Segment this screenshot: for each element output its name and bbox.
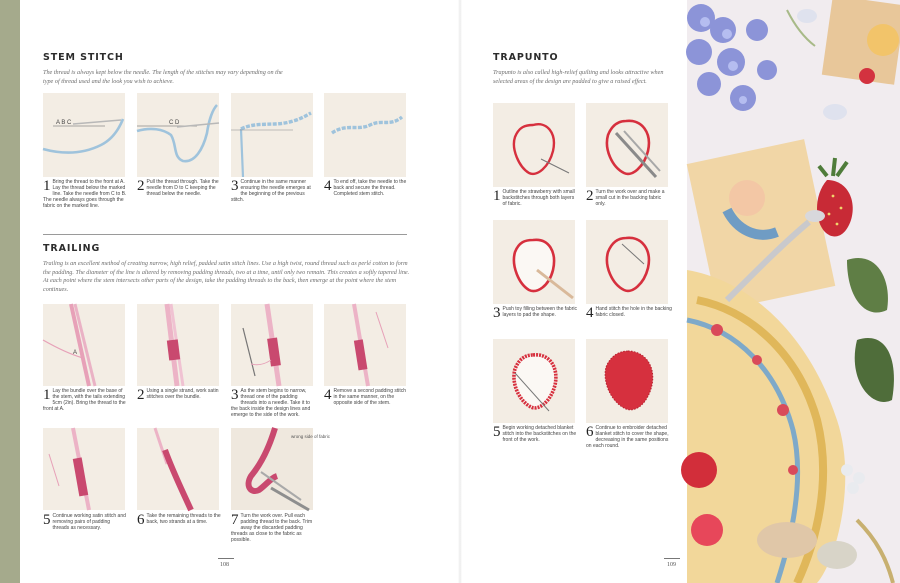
trapunto-step-5: [493, 425, 577, 443]
step-text: Lay the bundle over the base of the stem, with the tails extending 5cm (2in). Bring the thread to the front at A.: [43, 388, 126, 413]
section-divider: [43, 234, 407, 235]
step-text: To end off, take the needle to the back and secure the thread. Completed stem stitch.: [333, 179, 407, 198]
stem-step-1-photo-labels: A B C: [56, 120, 72, 126]
trapunto-step-3-photo: [493, 220, 575, 304]
page-number-left: 108: [220, 562, 229, 568]
step-number: 3: [231, 178, 239, 194]
step-text: Continue working satin stitch and removing pairs of padding threads as necessary.: [52, 513, 126, 532]
step-text: Bring the thread to the front at A. Lay the thread below the marked line. Take the needle from C to B. The needle always goes through the fabric on the marked line.: [43, 179, 127, 210]
trailing-step-7-photo: [231, 428, 331, 510]
step-number: 6: [137, 512, 145, 528]
trapunto-intro: Trapunto is also called high-relief quilting and looks attractive when selected areas of the design are padded to give a raised effect.: [493, 69, 664, 85]
gutter-shadow: [458, 0, 462, 583]
stem-step-4-photo: [324, 93, 406, 177]
trailing-step-6-photo: [137, 428, 219, 510]
trapunto-step-2: [586, 189, 672, 207]
step-number: 1: [43, 178, 51, 194]
trapunto-step-3: [493, 306, 577, 319]
trailing-step-5: [43, 513, 127, 531]
stem-step-1-photo: [43, 93, 125, 177]
step-number: 6: [586, 424, 594, 440]
folio-rule-left: [218, 558, 234, 559]
spine-band: [0, 0, 20, 583]
trapunto-step-6: [586, 425, 672, 449]
trailing-step-1-photo: [43, 304, 125, 386]
trapunto-step-4-photo: [586, 220, 668, 304]
step-number: 1: [43, 387, 51, 403]
stem-step-2-photo: [137, 93, 219, 177]
page-number-right: 109: [667, 562, 676, 568]
step-text: Continue in the same manner ensuring the needle emerges at the beginning of the previous stitch.: [231, 179, 311, 204]
trapunto-step-6-photo: [586, 339, 668, 423]
step-number: 4: [324, 387, 332, 403]
step-number: 5: [493, 424, 501, 440]
decorative-flatlay-photo: [687, 0, 900, 583]
trailing-step-2: [137, 388, 221, 401]
step-number: 3: [231, 387, 239, 403]
step-text: Using a single strand, work satin stitches over the bundle.: [146, 388, 219, 401]
step-text: Push toy filling between the fabric layers to pad the shape.: [502, 306, 577, 319]
stem-stitch-heading: STEM STITCH: [43, 52, 124, 63]
step-number: 7: [231, 512, 239, 528]
trailing-step-3: [231, 388, 315, 418]
trailing-step-1: [43, 388, 127, 412]
step-text: Turn the work over and make a small cut in the backing fabric only.: [595, 189, 665, 208]
trailing-step-7: [231, 513, 315, 543]
step-number: 5: [43, 512, 51, 528]
trailing-intro: Trailing is an excellent method of creating narrow, high relief, padded satin stitch lines. Use a high twist, round thread such as perlé cotton to form the padding. The diameter of the line is altered by removing padding threads, two at a time, until only two remain. This creates a softly tapered line. At each point where the stem intersects other parts of the design, take the padding threads to the back, then emerge at the point where the stem continues.: [43, 260, 410, 293]
step-number: 3: [493, 305, 501, 321]
trapunto-step-4: [586, 306, 672, 319]
stem-step-3-photo: [231, 93, 313, 177]
trapunto-step-1-photo: [493, 103, 575, 187]
stem-step-2: [137, 179, 221, 197]
stem-step-2-photo-labels: C D: [169, 120, 180, 126]
trapunto-step-2-photo: [586, 103, 668, 187]
step-number: 2: [137, 387, 145, 403]
trailing-step-7-photo-label: wrong side of fabric: [291, 434, 331, 439]
step-text: Outline the strawberry with small backstitches through both layers of fabric.: [502, 189, 575, 208]
trailing-step-2-photo: [137, 304, 219, 386]
step-number: 4: [586, 305, 594, 321]
stem-step-4: [324, 179, 408, 197]
trailing-step-1-photo-label: A: [73, 350, 78, 356]
step-text: Pull the thread through. Take the needle from D to C keeping the thread below the needle.: [146, 179, 219, 198]
trailing-step-4: [324, 388, 408, 406]
trapunto-step-1: [493, 189, 577, 207]
trapunto-step-5-photo: [493, 339, 575, 423]
step-number: 2: [586, 188, 594, 204]
trailing-step-4-photo: [324, 304, 406, 386]
trapunto-heading: TRAPUNTO: [493, 52, 559, 63]
trailing-heading: TRAILING: [43, 243, 101, 254]
trailing-step-6: [137, 513, 221, 526]
step-text: Continue to embroider detached blanket stitch to cover the shape, decreasing in the same positions on each round.: [586, 425, 669, 450]
step-text: Turn the work over. Pull each padding thread to the back. Trim away the discarded padding threads as close to the fabric as possible.: [231, 513, 313, 544]
step-number: 2: [137, 178, 145, 194]
step-text: As the stem begins to narrow, thread one of the padding threads into a needle. Take it to the back inside the design lines and emerge to the side of the work.: [231, 388, 311, 419]
step-number: 1: [493, 188, 501, 204]
step-text: Remove a second padding stitch in the same manner, on the opposite side of the stem.: [333, 388, 407, 407]
stem-step-3: [231, 179, 315, 203]
stem-stitch-intro: The thread is always kept below the needle. The length of the stitches may vary depending on the type of thread used and the look you wish to achieve.: [43, 69, 283, 85]
step-number: 4: [324, 178, 332, 194]
trailing-step-5-photo: [43, 428, 125, 510]
stem-step-1: [43, 179, 127, 209]
step-text: Hand stitch the hole in the backing fabric closed.: [595, 306, 672, 319]
step-text: Begin working detached blanket stitch into the backstitches on the front of the work.: [502, 425, 577, 444]
trailing-step-3-photo: [231, 304, 313, 386]
step-text: Take the remaining threads to the back, two strands at a time.: [146, 513, 221, 526]
folio-rule-right: [664, 558, 680, 559]
